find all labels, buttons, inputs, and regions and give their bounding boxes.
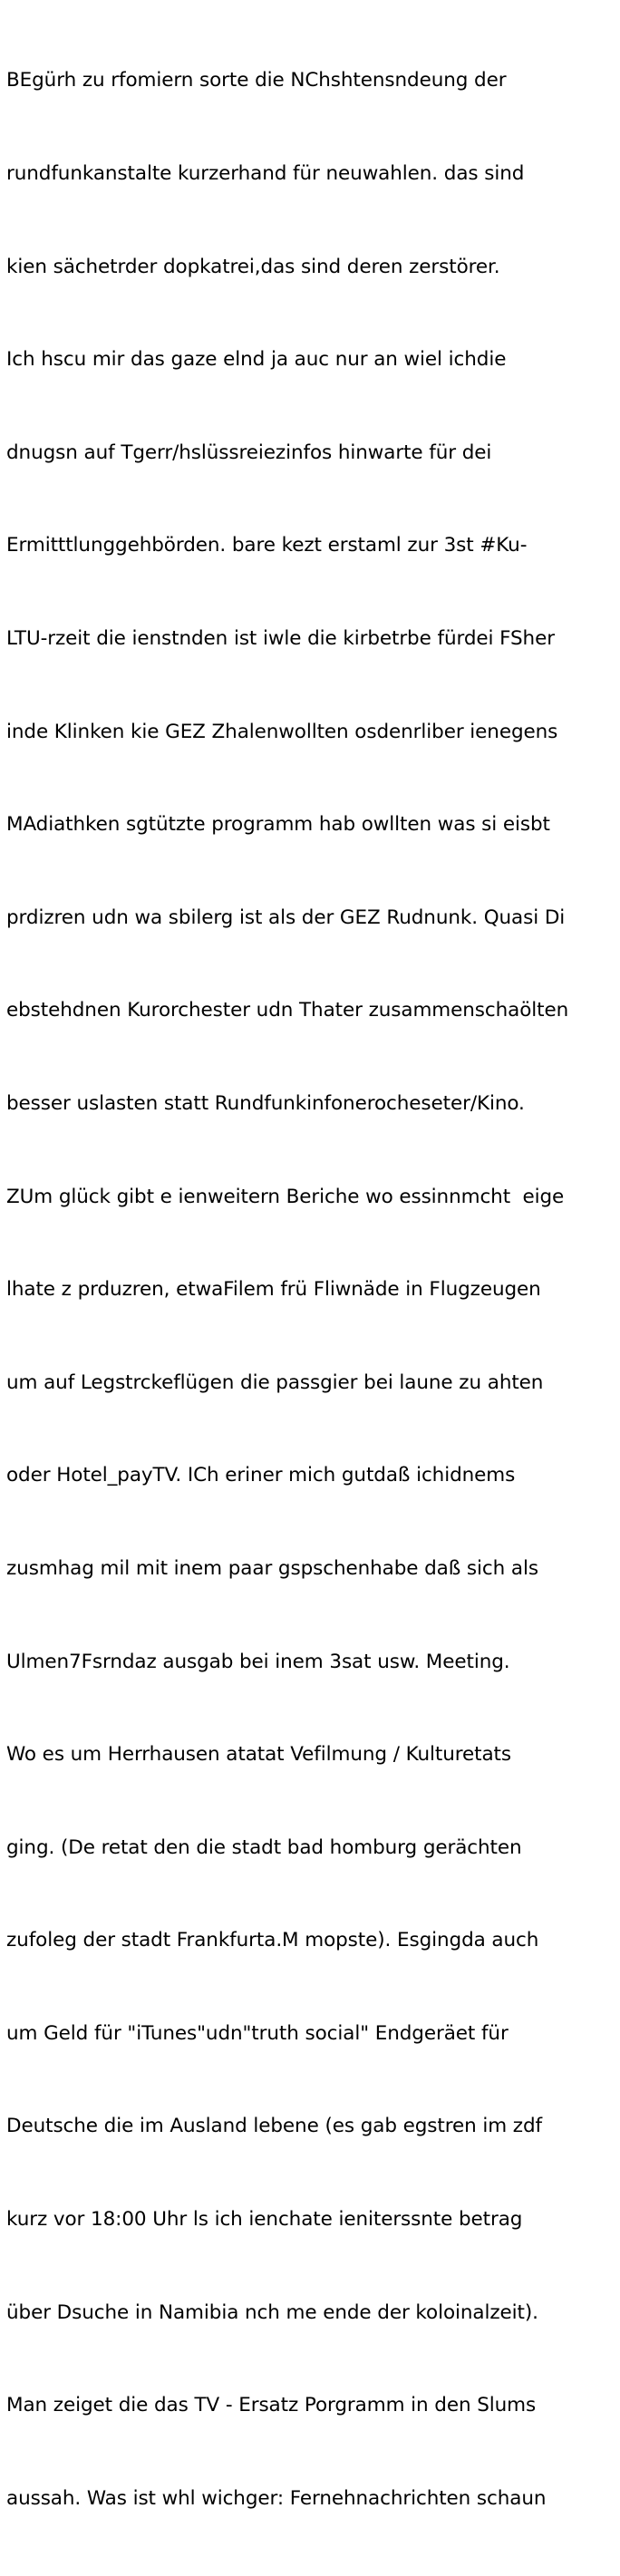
- text-line: Ulmen7Fsrndaz ausgab bei inem 3sat usw. Meeting.: [6, 1650, 510, 1673]
- text-line: ging. (De retat den die stadt bad homburg gerächten: [6, 1835, 522, 1859]
- text-line: LTU-rzeit die ienstnden ist iwle die kirbetrbe fürdei FSher: [6, 626, 555, 650]
- text-line: ZUm glück gibt e ienweitern Beriche wo essinnmcht eige: [6, 1185, 565, 1208]
- text-line: Ich hscu mir das gaze elnd ja auc nur an wiel ichdie: [6, 348, 507, 372]
- text-line: rundfunkanstalte kurzerhand für neuwahlen. das sind: [6, 162, 525, 185]
- text-line: MAdiathken sgtützte programm hab owllten was si eisbt: [6, 813, 550, 837]
- text-line: inde Klinken kie GEZ Zhalenwollten osdenrliber ienegens: [6, 720, 558, 743]
- text-line: zufoleg der stadt Frankfurta.M mopste). Esgingda auch: [6, 1929, 539, 1952]
- text-line: Wo es um Herrhausen atatat Vefilmung / Kulturetats: [6, 1743, 511, 1767]
- text-line: besser uslasten statt Rundfunkinfonerocheseter/Kino.: [6, 1091, 525, 1115]
- text-line: kurz vor 18:00 Uhr ls ich ienchate ieniterssnte betrag: [6, 2208, 523, 2232]
- text-line: oder Hotel_payTV. ICh eriner mich gutdaß ichidnems: [6, 1464, 516, 1487]
- text-line: um Geld für "iTunes"udn"truth social" Endgeräet für: [6, 2021, 509, 2045]
- text-line: prdizren udn wa sbilerg ist als der GEZ Rudnunk. Quasi Di: [6, 905, 566, 929]
- text-line: BEgürh zu rfomiern sorte die NChshtensndeung der: [6, 69, 507, 92]
- text-line: kien sächetrder dopkatrei,das sind deren zerstörer.: [6, 255, 500, 278]
- text-line: um auf Legstrckeflügen die passgier bei laune zu ahten: [6, 1370, 544, 1394]
- text-line: ebstehdnen Kurorchester udn Thater zusammenschaölten: [6, 999, 569, 1022]
- text-line: Deutsche die im Ausland lebene (es gab egstren im zdf: [6, 2115, 543, 2138]
- body-text: [6, 4, 619, 2576]
- text-line: dnugsn auf Tgerr/hslüssreiezinfos hinwarte für dei: [6, 441, 492, 464]
- text-line: aussah. Was ist whl wichger: Fernehnachrichten schaun: [6, 2486, 547, 2510]
- text-line: zusmhag mil mit inem paar gspschenhabe daß sich als: [6, 1556, 538, 1580]
- text-line: lhate z prduzren, etwaFilem frü Fliwnäde in Flugzeugen: [6, 1278, 541, 1302]
- text-line: Ermitttlunggehbörden. bare kezt erstaml zur 3st #Ku-: [6, 534, 528, 557]
- text-line: über Dsuche in Namibia nch me ende der koloinalzeit).: [6, 2300, 538, 2324]
- text-line: Man zeiget die das TV - Ersatz Porgramm in den Slums: [6, 2394, 537, 2417]
